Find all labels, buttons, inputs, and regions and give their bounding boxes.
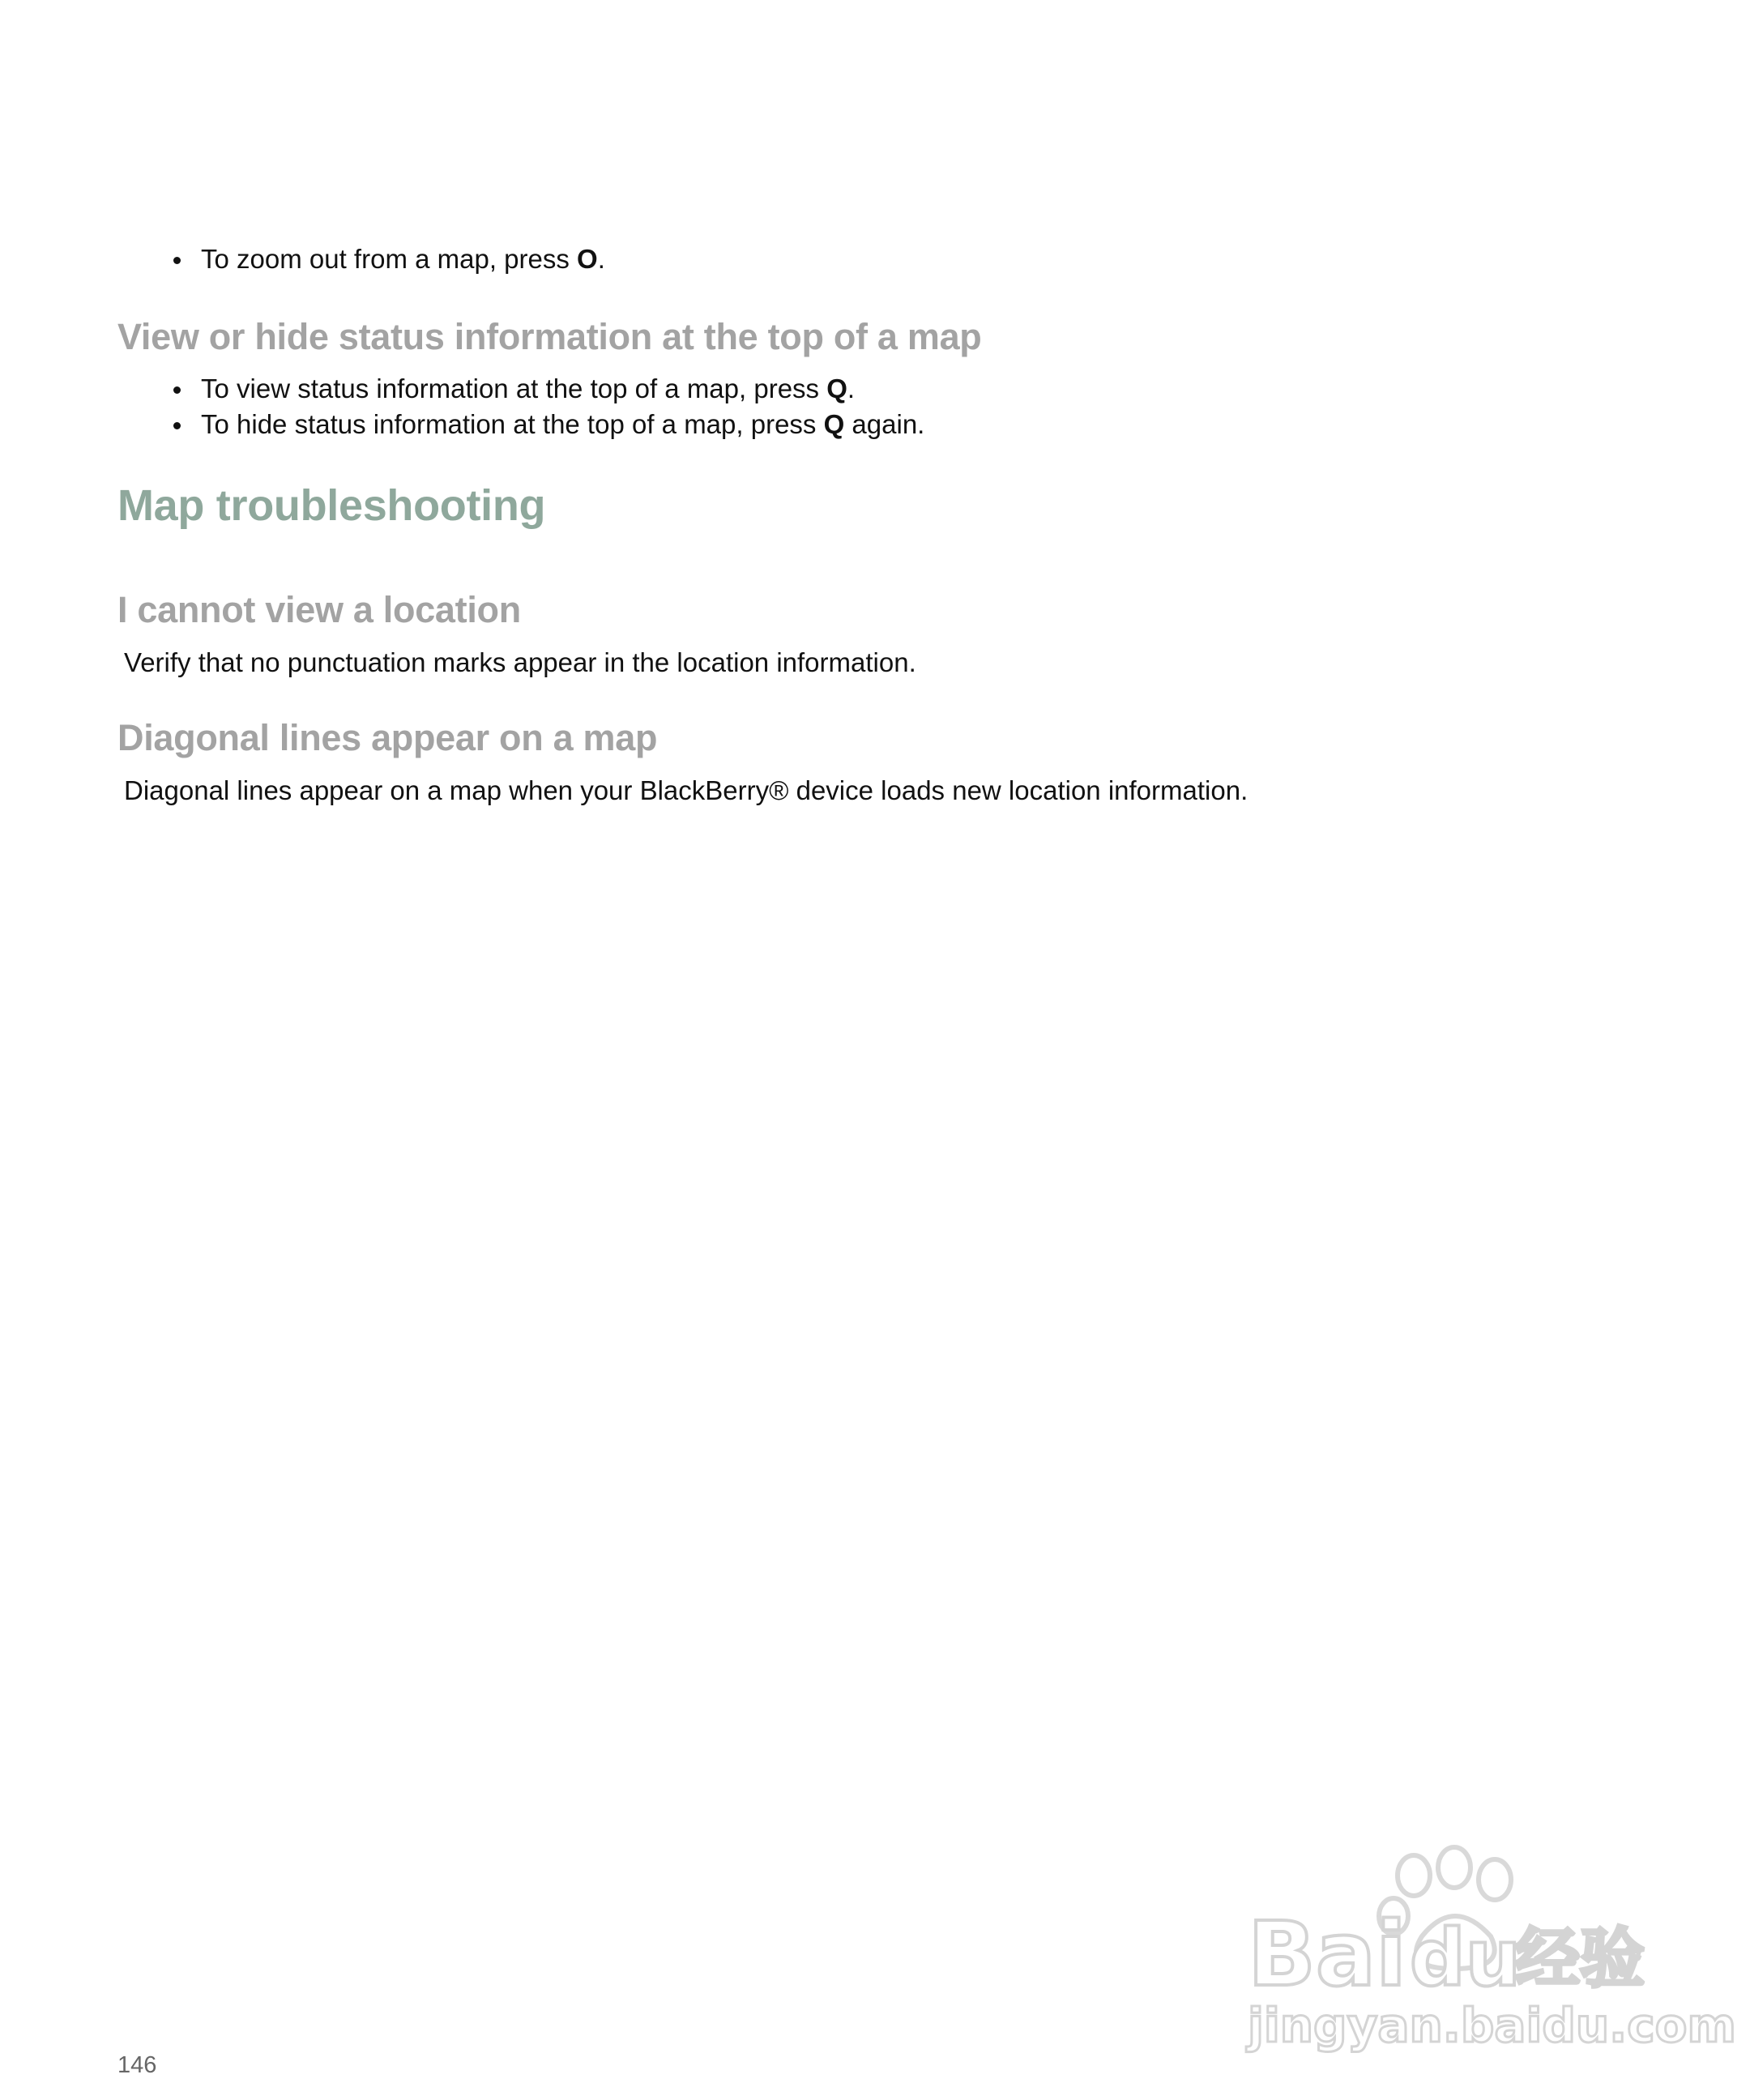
bullet-text: To zoom out from a map, press [201, 244, 578, 274]
status-bullet-list [170, 371, 924, 442]
baidu-jingyan-watermark [1248, 1847, 1736, 2053]
bullet-text: To hide status information at the top of a map, press [201, 409, 824, 439]
key-label: Q [826, 373, 847, 403]
topic-body: Diagonal lines appear on a map when your BlackBerry® device loads new location information. [124, 775, 1248, 805]
topic-heading: Diagonal lines appear on a map [117, 717, 658, 758]
brand-wordmark-cn: 经验 [1515, 1921, 1645, 1996]
bullet-suffix: . [847, 373, 856, 403]
zoom-bullet-list [170, 241, 605, 277]
page-title: Map troubleshooting [117, 481, 546, 530]
watermark-url: jingyan.baidu.com [1248, 1998, 1736, 2053]
key-label: Q [823, 409, 845, 439]
bullet-suffix: again. [844, 409, 925, 439]
list-item [170, 241, 605, 277]
page-number: 146 [117, 2052, 157, 2078]
topic-heading: I cannot view a location [117, 589, 521, 630]
topic-body: Verify that no punctuation marks appear in the location information. [124, 647, 916, 677]
bullet-text: To view status information at the top of a map, press [201, 373, 827, 403]
key-label: O [577, 244, 598, 274]
brand-wordmark: Bai [1248, 1902, 1406, 2006]
brand-wordmark-du: du [1410, 1913, 1522, 2004]
bullet-suffix: . [597, 244, 605, 274]
list-item [170, 371, 924, 407]
section-heading: View or hide status information at the top of a map [117, 316, 982, 357]
list-item [170, 407, 924, 442]
